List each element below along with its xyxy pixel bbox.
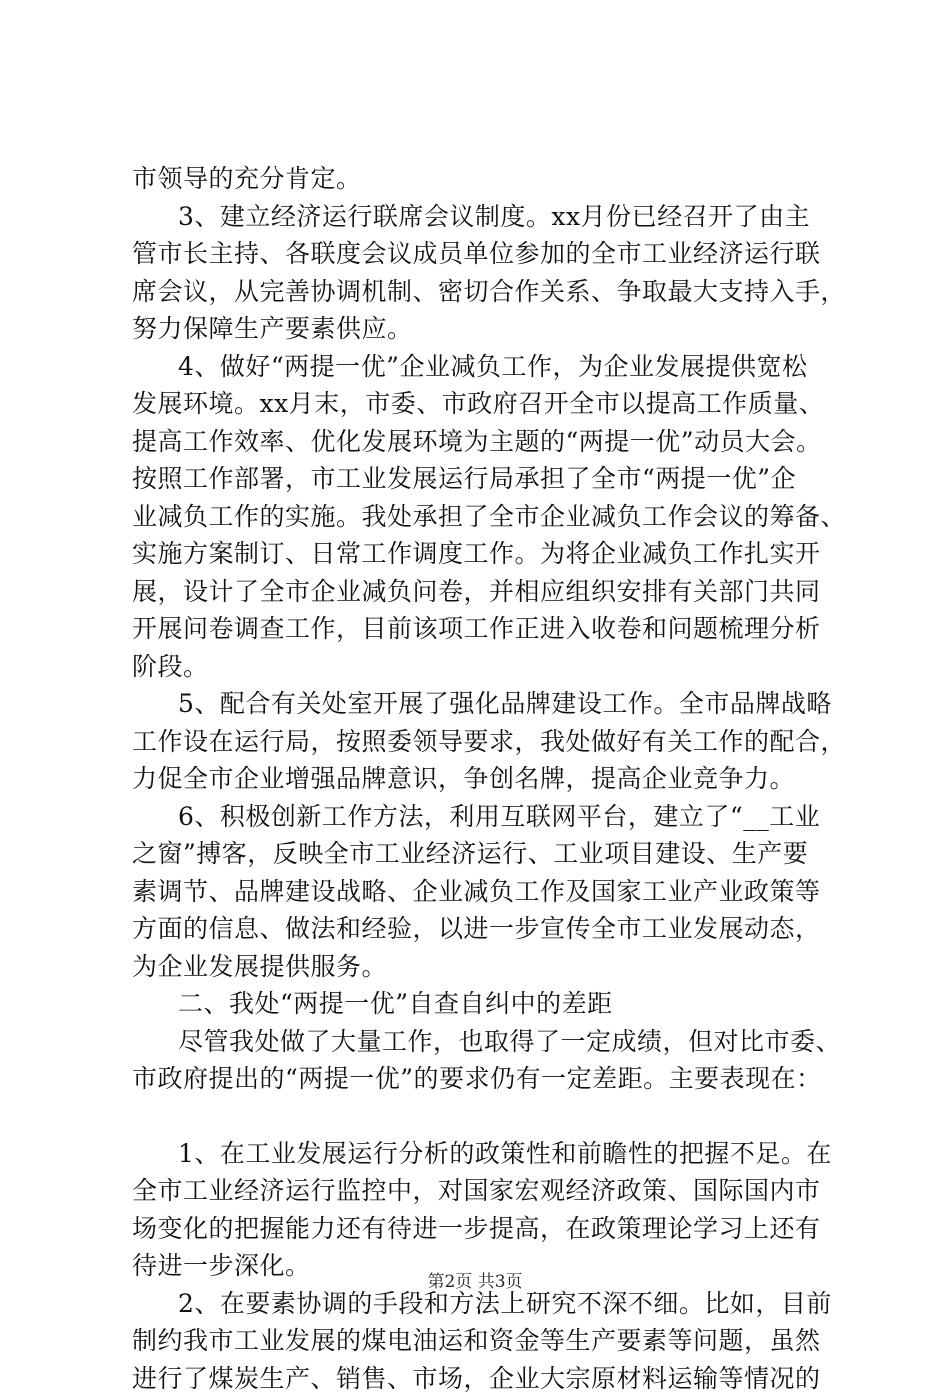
text-line: 场变化的把握能力还有待进一步提高，在政策理论学习上还有 [132, 1210, 832, 1248]
text-line: 展，设计了全市企业减负问卷，并相应组织安排有关部门共同 [132, 573, 832, 611]
text-line: 6、积极创新工作方法，利用互联网平台，建立了“__工业 [132, 798, 832, 836]
text-line: 市政府提出的“两提一优”的要求仍有一定差距。主要表现在： [132, 1060, 832, 1098]
text-line: 素调节、品牌建设战略、企业减负工作及国家工业产业政策等 [132, 873, 832, 911]
text-line: 为企业发展提供服务。 [132, 948, 832, 986]
text-line: 席会议，从完善协调机制、密切合作关系、争取最大支持入手， [132, 273, 832, 311]
text-line: 提高工作效率、优化发展环境为主题的“两提一优”动员大会。 [132, 423, 832, 461]
document-body [132, 160, 832, 1397]
text-line: 之窗”搏客，反映全市工业经济运行、工业项目建设、生产要 [132, 835, 832, 873]
text-line: 4、做好“两提一优”企业减负工作，为企业发展提供宽松 [132, 348, 832, 386]
text-line: 实施方案制订、日常工作调度工作。为将企业减负工作扎实开 [132, 535, 832, 573]
text-line: 全市工业经济运行监控中，对国家宏观经济政策、国际国内市 [132, 1172, 832, 1210]
text-line: 阶段。 [132, 648, 832, 686]
text-line: 3、建立经济运行联席会议制度。xx月份已经召开了由主 [132, 198, 832, 236]
text-line: 管市长主持、各联度会议成员单位参加的全市工业经济运行联 [132, 235, 832, 273]
text-line: 市领导的充分肯定。 [132, 160, 832, 198]
text-line: 1、在工业发展运行分析的政策性和前瞻性的把握不足。在 [132, 1135, 832, 1173]
text-line: 发展环境。xx月末，市委、市政府召开全市以提高工作质量、 [132, 385, 832, 423]
text-line: 待进一步深化。 [132, 1247, 832, 1285]
section-heading: 二、我处“两提一优”自查自纠中的差距 [132, 985, 832, 1023]
text-line: 进行了煤炭生产、销售、市场，企业大宗原材料运输等情况的 [132, 1360, 832, 1397]
text-line: 制约我市工业发展的煤电油运和资金等生产要素等问题，虽然 [132, 1322, 832, 1360]
text-line: 力促全市企业增强品牌意识，争创名牌，提高企业竞争力。 [132, 760, 832, 798]
page-number-footer: 第2页 共3页 [0, 1271, 950, 1293]
text-line: 工作设在运行局，按照委领导要求，我处做好有关工作的配合， [132, 723, 832, 761]
text-line: 尽管我处做了大量工作，也取得了一定成绩，但对比市委、 [132, 1023, 832, 1061]
text-line: 开展问卷调查工作，目前该项工作正进入收卷和问题梳理分析 [132, 610, 832, 648]
text-line: 方面的信息、做法和经验，以进一步宣传全市工业发展动态， [132, 910, 832, 948]
text-line: 按照工作部署，市工业发展运行局承担了全市“两提一优”企 [132, 460, 832, 498]
paragraph-gap [132, 1098, 832, 1135]
text-line: 2、在要素协调的手段和方法上研究不深不细。比如，目前 [132, 1285, 832, 1323]
text-line: 努力保障生产要素供应。 [132, 310, 832, 348]
text-line: 业减负工作的实施。我处承担了全市企业减负工作会议的筹备、 [132, 498, 832, 536]
text-line: 5、配合有关处室开展了强化品牌建设工作。全市品牌战略 [132, 685, 832, 723]
